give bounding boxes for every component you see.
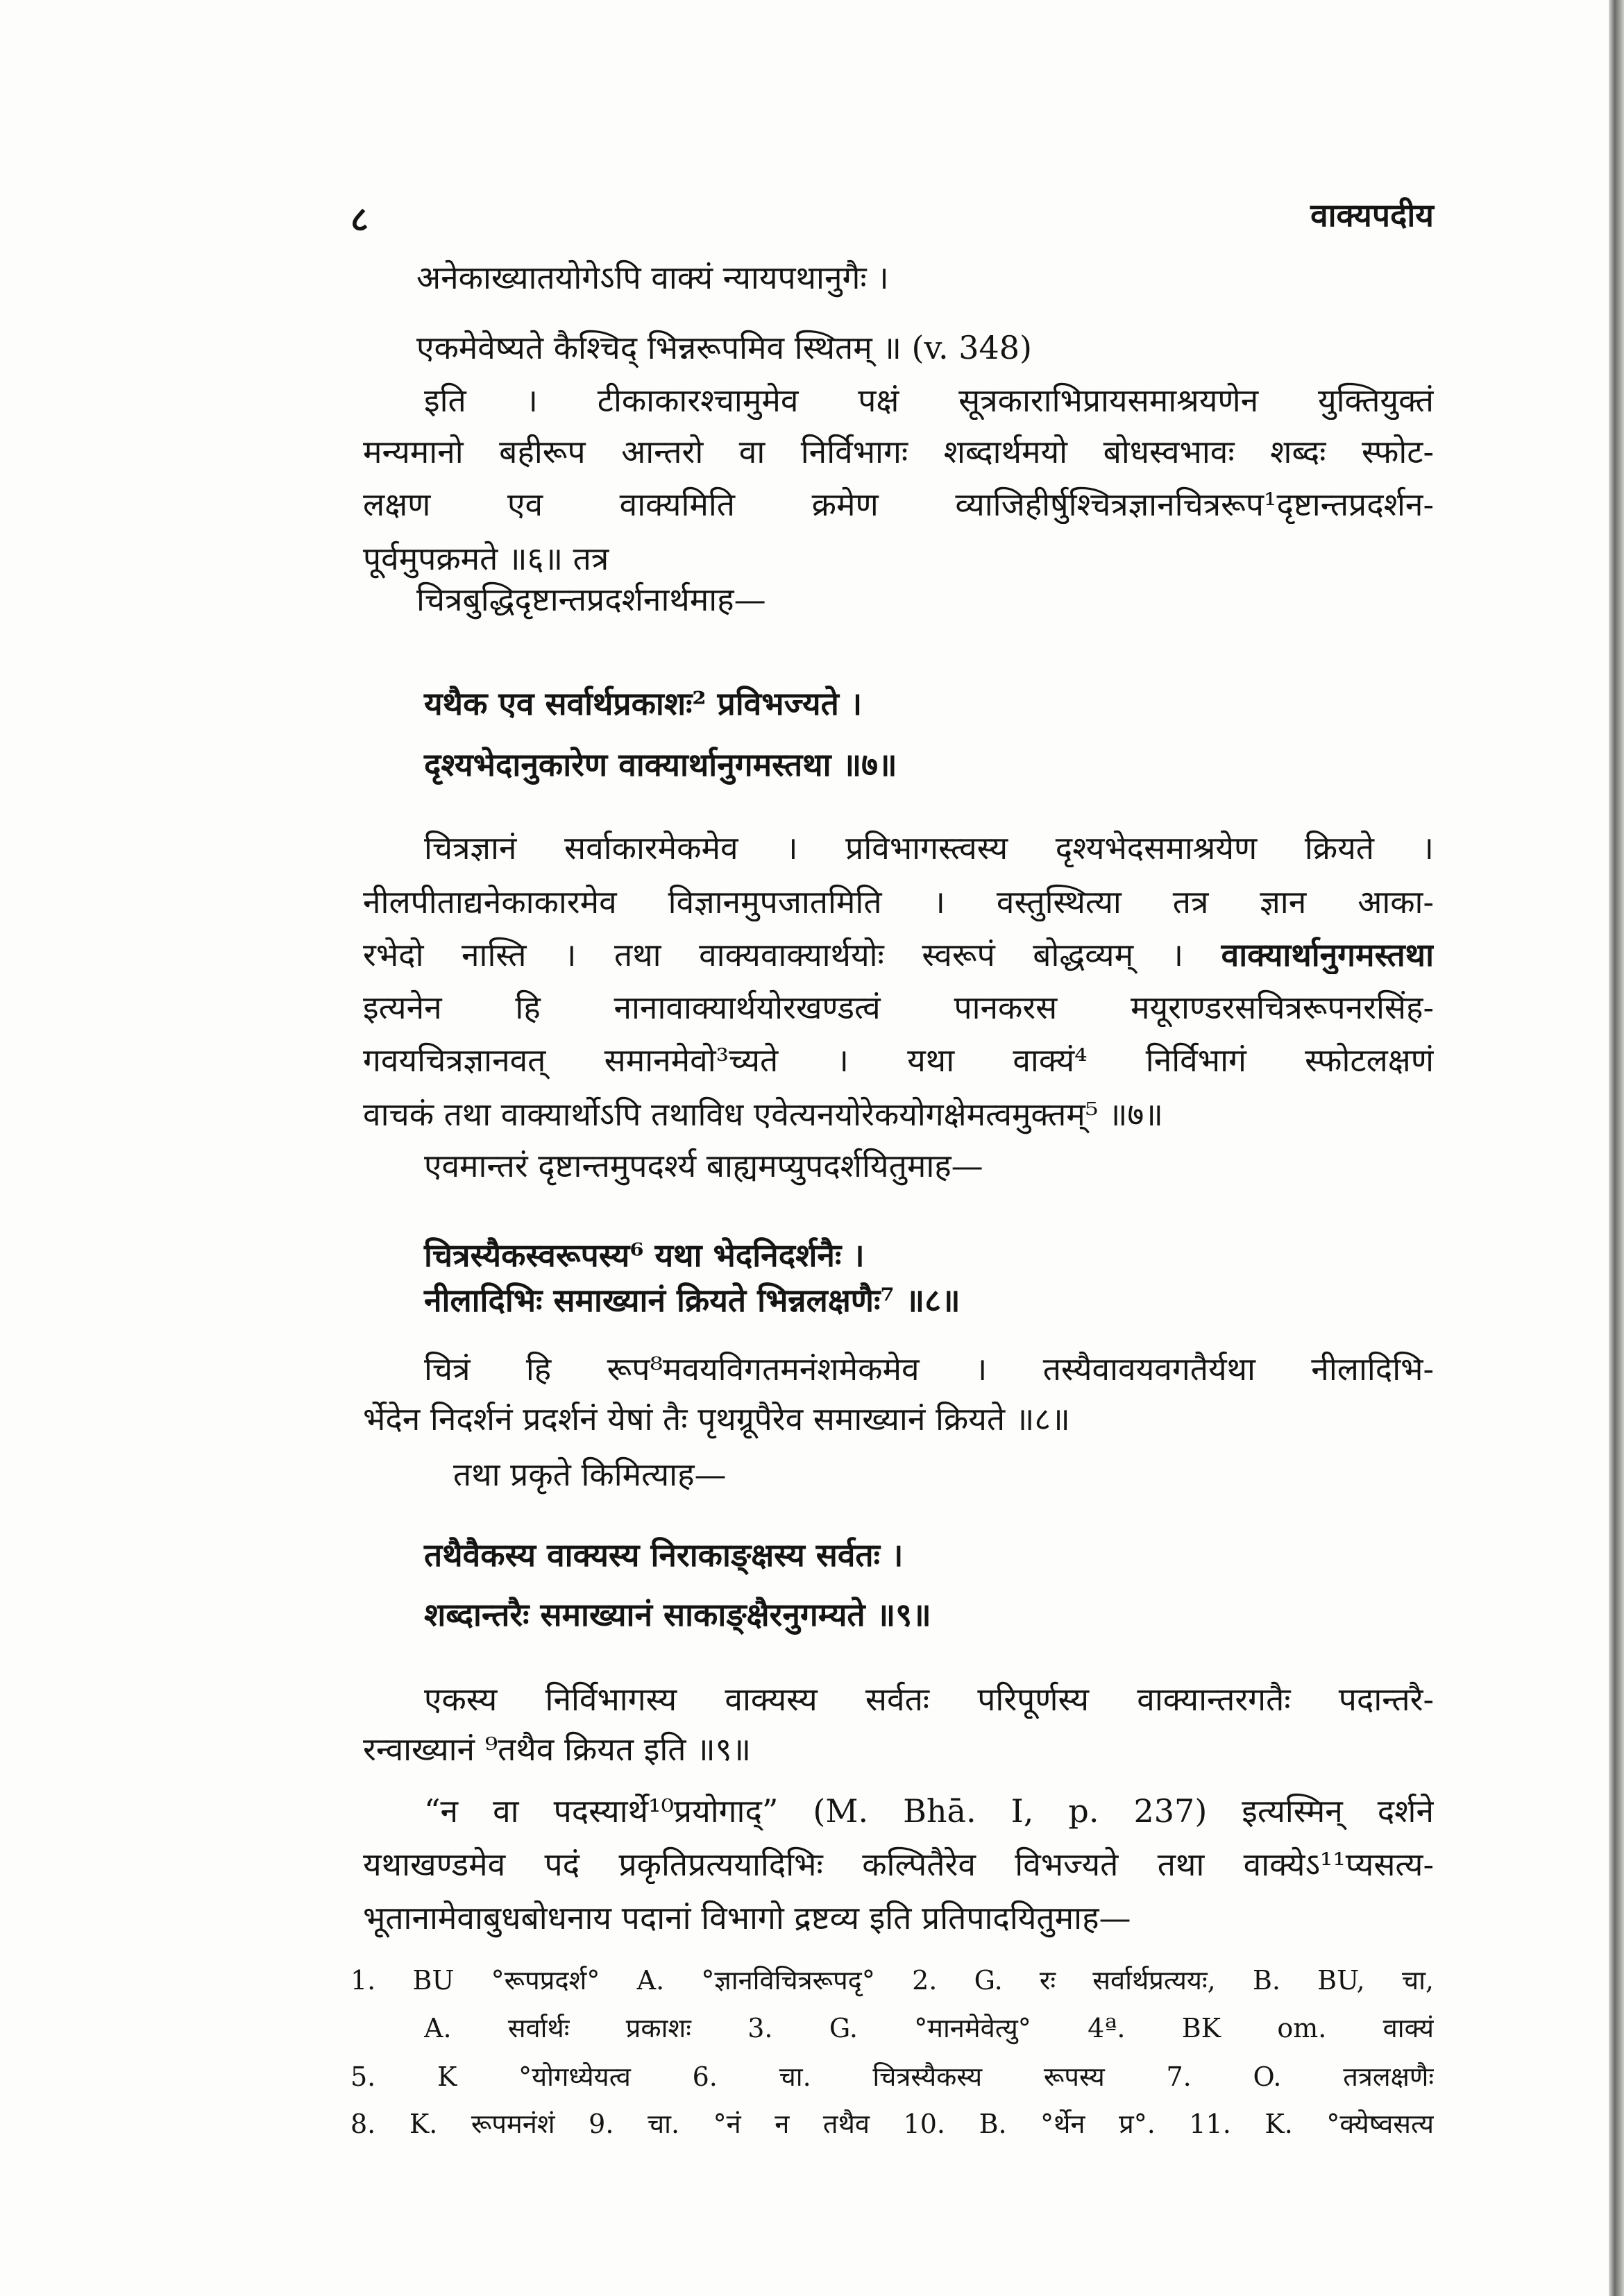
text-segment: यथैक एव सर्वार्थप्रकाशः² प्रविभज्यते । (424, 685, 863, 722)
commentary-line (363, 1095, 1163, 1134)
commentary-line (453, 1455, 727, 1494)
commentary-line (363, 883, 1434, 921)
commentary-line (363, 485, 1434, 524)
text-segment: इति । टीकाकारश्चामुमेव पक्षं सूत्रकाराभिप्रायसमाश्रयणेन युक्तियुक्तं (424, 382, 1434, 419)
text-segment: 8. K. रूपमनंशं 9. चा. °नं न तथैव 10. B. °र्थेन प्र°. 11. K. °क्येष्वसत्य (350, 2109, 1434, 2139)
footnote-line (350, 1961, 1434, 2000)
text-segment: 5. K °योगध्येयत्व 6. चा. चित्रस्यैकस्य रूपस्य 7. O. तत्रलक्षणैः (350, 2061, 1434, 2092)
karika-line (424, 1281, 961, 1320)
running-title: वाक्यपदीय (1310, 196, 1434, 234)
page-number: ८ (350, 198, 369, 239)
text-segment: अनेकाख्यातयोगेऽपि वाक्यं न्यायपथानुगैः । (416, 259, 889, 296)
text-segment: नीलपीताद्यनेकाकारमेव विज्ञानमुपजातमिति । वस्तुस्थित्या तत्र ज्ञान आका- (363, 883, 1434, 921)
text-segment: चित्रबुद्धिदृष्टान्तप्रदर्शनार्थमाह— (416, 581, 766, 618)
commentary-line (424, 828, 1434, 867)
text-segment: शब्दान्तरैः समाख्यानं साकाङ्क्षैरनुगम्यते ॥९॥ (424, 1596, 931, 1633)
text-segment: पूर्वमुपक्रमते ॥६॥ तत्र (363, 540, 609, 577)
commentary-line (363, 988, 1434, 1027)
text-segment: चित्रं हि रूप⁸मवयविगतमनंशमेकमेव । तस्यैवावयवगतैर्यथा नीलादिभि- (424, 1350, 1434, 1388)
text-segment: रन्वाख्यानं ⁹तथैव क्रियत इति ॥९॥ (363, 1730, 752, 1768)
karika-line (424, 745, 897, 784)
commentary-line (363, 539, 609, 578)
text-segment: “न वा पदस्यार्थे¹⁰प्रयोगाद्” (M. Bhā. I, p. 237) इत्यस्मिन् दर्शने (424, 1792, 1434, 1830)
scan-border (1609, 0, 1624, 2296)
text-segment: भूतानामेवाबुधबोधनाय पदानां विभागो द्रष्टव्य इति प्रतिपादयितुमाह— (363, 1899, 1131, 1937)
footnote-line (424, 2009, 1434, 2048)
karika-line (424, 1236, 865, 1275)
commentary-line (363, 432, 1434, 471)
commentary-line (424, 1350, 1434, 1388)
footnote-line (350, 2104, 1434, 2143)
text-segment: वाक्यार्थानुगमस्तथा (1221, 936, 1434, 973)
footnote-line (350, 2057, 1434, 2096)
commentary-line (363, 1730, 751, 1769)
text-segment: एकमेवेष्यते कैश्चिद् भिन्नरूपमिव स्थितम् ॥ (v. 348) (416, 329, 1032, 366)
commentary-line (424, 1146, 983, 1185)
commentary-line (424, 1792, 1434, 1830)
commentary-line (363, 1898, 1131, 1937)
text-segment: लक्षण एव वाक्यमिति क्रमेण व्याजिहीर्षुश्चित्रज्ञानचित्ररूप¹दृष्टान्तप्रदर्शन- (363, 486, 1434, 523)
karika-line (424, 1595, 931, 1634)
text-segment: रभेदो नास्ति । तथा वाक्यवाक्यार्थयोः स्वरूपं बोद्धव्यम् । (363, 936, 1221, 973)
text-segment: चित्रस्यैकस्वरूपस्य⁶ यथा भेदनिदर्शनैः । (424, 1236, 865, 1274)
text-segment: तथा प्रकृते किमित्याह— (453, 1456, 727, 1493)
karika-line (424, 684, 862, 723)
commentary-line (363, 935, 1434, 974)
commentary-line (363, 1041, 1434, 1080)
commentary-line (416, 580, 766, 619)
commentary-line (363, 1400, 1070, 1438)
verse-quote-line (416, 328, 1032, 367)
text-segment: र्भेदेन निदर्शनं प्रदर्शनं येषां तैः पृथग्रूपैरेव समाख्यानं क्रियते ॥८॥ (363, 1400, 1070, 1438)
text-segment: तथैवैकस्य वाक्यस्य निराकाङ्क्षस्य सर्वतः । (424, 1536, 904, 1574)
text-segment: चित्रज्ञानं सर्वाकारमेकमेव । प्रविभागस्त्वस्य दृश्यभेदसमाश्रयेण क्रियते । (424, 829, 1434, 867)
text-segment: इत्यनेन हि नानावाक्यार्थयोरखण्डत्वं पानकरस मयूराण्डरसचित्ररूपनरसिंह- (363, 989, 1434, 1026)
text-segment: गवयचित्रज्ञानवत् समानमेवो³च्यते । यथा वाक्यं⁴ निर्विभागं स्फोटलक्षणं (363, 1041, 1434, 1079)
text-segment: मन्यमानो बहीरूप आन्तरो वा निर्विभागः शब्दार्थमयो बोधस्वभावः शब्दः स्फोट- (363, 433, 1434, 470)
text-segment: एवमान्तरं दृष्टान्तमुपदर्श्य बाह्यमप्युपदर्शयितुमाह— (424, 1147, 983, 1184)
commentary-line (424, 1680, 1434, 1719)
text-segment: यथाखण्डमेव पदं प्रकृतिप्रत्ययादिभिः कल्पितैरेव विभज्यते तथा वाक्येऽ¹¹प्यसत्य- (363, 1846, 1434, 1883)
text-segment: एकस्य निर्विभागस्य वाक्यस्य सर्वतः परिपूर्णस्य वाक्यान्तरगतैः पदान्तरै- (424, 1681, 1434, 1718)
text-segment: A. सर्वार्थः प्रकाशः 3. G. °मानमेवेत्यु° 4ª. BK om. वाक्यं (424, 2013, 1434, 2043)
text-segment: 1. BU °रूपप्रदर्श° A. °ज्ञानविचित्ररूपदृ° 2. G. रः सर्वार्थप्रत्ययः, B. BU, चा, (350, 1965, 1434, 1996)
text-segment: वाचकं तथा वाक्यार्थोऽपि तथाविध एवेत्यनयोरेकयोगक्षेमत्वमुक्तम्⁵ ॥७॥ (363, 1096, 1163, 1133)
verse-quote-line (416, 258, 889, 297)
commentary-line (363, 1845, 1434, 1884)
karika-line (424, 1536, 903, 1574)
text-segment: दृश्यभेदानुकारेण वाक्यार्थानुगमस्तथा ॥७॥ (424, 746, 897, 783)
text-segment: नीलादिभिः समाख्यानं क्रियते भिन्नलक्षणैः⁷ ॥८॥ (424, 1282, 961, 1319)
commentary-line (424, 381, 1434, 420)
